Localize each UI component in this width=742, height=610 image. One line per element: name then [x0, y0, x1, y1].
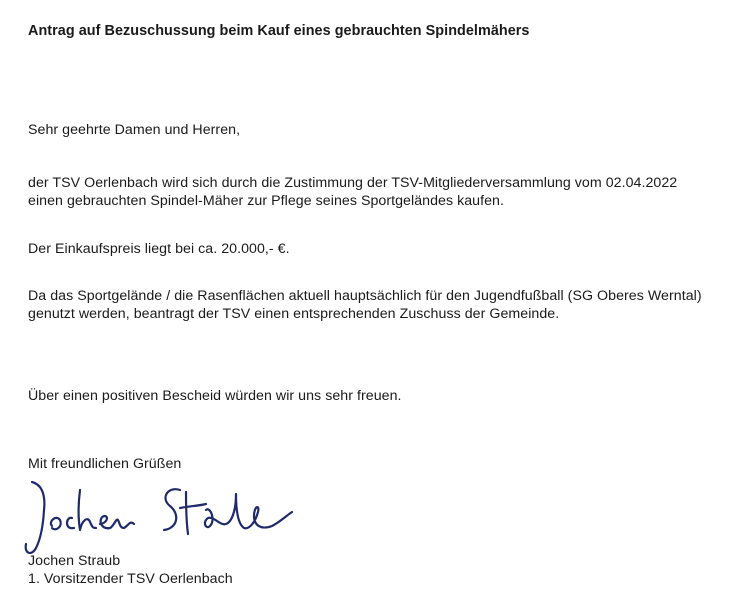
paragraph-1-line-2: einen gebrauchten Spindel-Mäher zur Pflege seines Sportgeländes kaufen.: [28, 193, 504, 209]
letter-closing: Mit freundlichen Grüßen: [28, 456, 182, 472]
paragraph-4: Über einen positiven Bescheid würden wir uns sehr freuen.: [28, 388, 402, 404]
paragraph-3-line-1: Da das Sportgelände / die Rasenflächen aktuell hauptsächlich für den Jugendfußball (SG Oberes Werntal): [28, 288, 702, 304]
signer-title: 1. Vorsitzender TSV Oerlenbach: [28, 571, 233, 587]
letter-subject: Antrag auf Bezuschussung beim Kauf eines gebrauchten Spindelmähers: [28, 23, 530, 39]
paragraph-2: Der Einkaufspreis liegt bei ca. 20.000,- €.: [28, 241, 290, 257]
signer-name: Jochen Straub: [28, 553, 121, 569]
paragraph-3-line-2: genutzt werden, beantragt der TSV einen entsprechenden Zuschuss der Gemeinde.: [28, 306, 560, 322]
paragraph-1-line-1: der TSV Oerlenbach wird sich durch die Zustimmung der TSV-Mitgliederversammlung vom 02.04.2022: [28, 175, 678, 191]
letter-salutation: Sehr geehrte Damen und Herren,: [28, 122, 241, 138]
